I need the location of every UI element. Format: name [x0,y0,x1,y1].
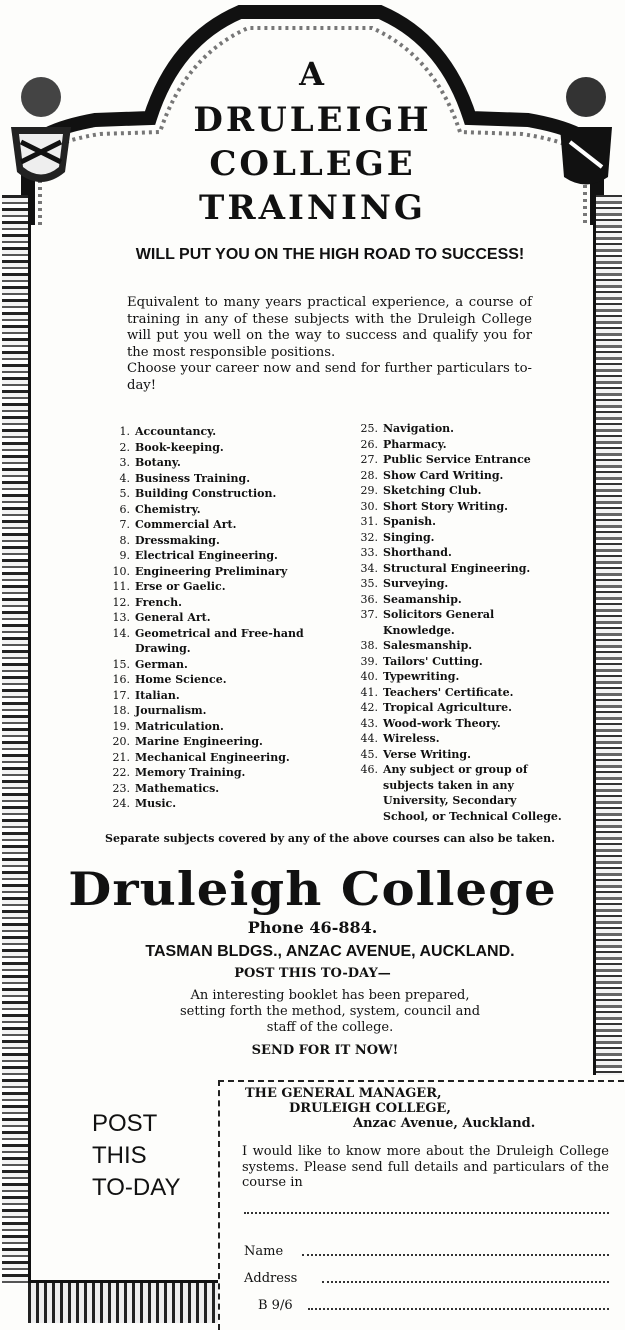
course-number: 21. [112,750,130,764]
this-word: THIS [92,1142,147,1169]
course-item [96,595,314,611]
course-item [96,610,314,626]
course-number: 17. [112,688,130,702]
course-label: Any subject or group of subjects taken in any University, Secondary School, or Technical College. [383,763,562,823]
course-number: 10. [112,564,130,578]
course-item [96,517,314,533]
course-number: 2. [119,440,130,454]
course-label: Shorthand. [383,546,452,559]
course-label: Singing. [383,530,435,544]
phone-number: Phone 46-884. [247,918,378,937]
course-label: Verse Writing. [383,747,471,761]
course-item [96,486,314,502]
course-item [96,796,314,812]
address-label: Address [244,1271,298,1286]
reference-code: B 9/6 [258,1298,293,1313]
course-item [96,424,314,440]
course-number: 28. [360,468,378,482]
course-number: 23. [112,781,130,795]
course-number: 9. [119,549,130,562]
course-number: 42. [360,701,378,714]
course-number: 26. [360,437,378,451]
course-number: 43. [360,716,378,730]
address-field[interactable] [244,1271,609,1286]
course-item [344,421,562,437]
course-number: 39. [360,654,378,668]
course-label: Teachers' Certificate. [383,685,514,699]
course-label: Book-keeping. [135,440,224,454]
course-label: Tailors' Cutting. [383,654,483,668]
coupon-request-text: I would like to know more about the Druleigh College systems. Please send full details and particulars of the course in [242,1144,609,1190]
name-label: Name [244,1244,284,1259]
reference-field [258,1298,609,1313]
course-item [344,731,562,747]
course-number: 34. [360,561,378,575]
coupon-addressee [245,1086,535,1131]
course-item [344,499,562,515]
course-number: 11. [112,580,130,593]
course-number: 25. [360,422,378,435]
course-label: French. [135,595,182,609]
course-label: Mathematics. [135,781,220,795]
course-item [96,440,314,456]
name-input-line[interactable] [302,1244,609,1256]
course-label: Seamanship. [383,592,462,606]
course-label: Wood-work Theory. [383,716,501,730]
coupon-addressee-line1: THE GENERAL MANAGER, [245,1086,442,1101]
course-number: 8. [119,533,130,547]
course-item [344,669,562,685]
course-label: Dressmaking. [135,533,220,547]
coupon-addressee-line2: DRULEIGH COLLEGE, [289,1101,451,1116]
course-number: 33. [360,546,378,559]
course-number: 16. [112,673,130,686]
today-word: TO-DAY [92,1174,181,1201]
course-label: Solicitors General Knowledge. [383,608,495,637]
course-item [344,607,562,638]
address-input-line[interactable] [322,1271,609,1283]
course-item [344,545,562,561]
course-number: 4. [119,471,130,485]
course-label: Public Service Entrance [383,453,531,466]
heading-line-college: COLLEGE [209,144,416,184]
course-number: 40. [360,670,378,683]
course-label: Navigation. [383,422,454,435]
course-label: Marine Engineering. [135,735,263,748]
course-label: Structural Engineering. [383,561,531,575]
course-item [96,765,314,781]
course-label: Tropical Agriculture. [383,701,512,714]
course-item [344,716,562,732]
course-number: 37. [360,608,378,621]
course-number: 24. [112,797,130,810]
course-number: 18. [112,704,130,717]
course-label: Show Card Writing. [383,468,504,482]
course-item [344,530,562,546]
course-number: 19. [112,719,130,733]
course-item [344,514,562,530]
course-label: Business Training. [135,471,251,485]
course-number: 30. [360,499,378,513]
course-list-right [344,421,562,824]
course-label: Geometrical and Free-hand Drawing. [135,626,304,655]
course-label: German. [135,657,188,671]
course-number: 1. [119,425,130,438]
course-label: Wireless. [383,732,440,745]
booklet-description: An interesting booklet has been prepared, setting forth the method, system, council and staff of the college. [179,988,481,1035]
post-word: POST [92,1110,158,1137]
course-label: Journalism. [135,704,207,717]
course-input-line[interactable] [244,1202,609,1214]
heading-line-training: TRAINING [199,188,426,228]
course-item [344,638,562,654]
course-item [96,626,314,657]
course-label: Short Story Writing. [383,499,508,513]
course-item [96,719,314,735]
course-item [96,471,314,487]
course-item [96,734,314,750]
course-label: Pharmacy. [383,437,447,451]
course-label: General Art. [135,611,211,624]
course-label: Mechanical Engineering. [135,750,290,764]
course-label: Surveying. [383,577,449,590]
course-item [96,548,314,564]
intro-paragraph: Equivalent to many years practical experience, a course of training in any of these subjects with the Druleigh College will put you well on the way to success and qualify you for the most responsible positions. [127,295,532,360]
course-number: 36. [360,592,378,606]
course-number: 14. [112,626,130,640]
course-item [96,502,314,518]
course-number: 31. [360,515,378,528]
course-item [96,579,314,595]
course-item [344,576,562,592]
course-item [344,654,562,670]
course-label: Italian. [135,688,180,702]
heading-line-a: A [299,55,326,93]
course-item [344,452,562,468]
course-label: Accountancy. [135,425,217,438]
course-item [344,592,562,608]
course-number: 5. [119,487,130,500]
course-label: Engineering Preliminary [135,564,288,578]
course-item [344,762,562,824]
course-item [96,703,314,719]
course-item [96,750,314,766]
course-label: Commercial Art. [135,518,237,531]
course-label: Home Science. [135,673,227,686]
course-item [344,685,562,701]
course-item [344,437,562,453]
course-label: Botany. [135,456,181,469]
course-label: Building Construction. [135,487,277,500]
course-item [344,747,562,763]
course-item [96,564,314,580]
course-item [96,688,314,704]
intro-call-to-action: Choose your career now and send for further particulars to-day! [127,361,532,393]
reference-dotted-line [308,1298,609,1310]
college-address: TASMAN BLDGS., ANZAC AVENUE, AUCKLAND. [145,943,515,960]
intro-text [127,295,532,394]
post-this-today-large [92,1108,180,1204]
course-number: 35. [360,577,378,590]
subheading: WILL PUT YOU ON THE HIGH ROAD TO SUCCESS! [135,246,525,263]
course-item [96,533,314,549]
brand-name: Druleigh College [68,862,557,916]
name-field[interactable] [244,1244,609,1259]
course-number: 3. [119,456,130,469]
course-item [344,561,562,577]
course-number: 13. [112,611,130,624]
course-number: 20. [112,735,130,748]
course-item [344,468,562,484]
heading-line-druleigh: DRULEIGH [193,100,432,140]
course-label: Memory Training. [135,766,246,779]
course-item [96,781,314,797]
coupon-addressee-line3: Anzac Avenue, Auckland. [353,1116,536,1131]
course-label: Spanish. [383,515,436,528]
course-label: Salesmanship. [383,639,473,652]
course-label: Typewriting. [383,670,460,683]
course-number: 7. [119,518,130,531]
course-number: 27. [360,453,378,466]
course-item [96,672,314,688]
course-item [96,455,314,471]
course-number: 32. [360,530,378,544]
course-number: 41. [360,685,378,699]
course-item [96,657,314,673]
left-ornamental-border [2,195,31,1285]
course-label: Matriculation. [135,719,224,733]
course-label: Chemistry. [135,502,201,516]
course-number: 6. [119,502,130,516]
course-list-left [96,424,314,812]
course-number: 44. [360,732,378,745]
bottom-ornamental-border [28,1280,218,1323]
course-item [344,483,562,499]
send-for-it-now: SEND FOR IT NOW! [251,1043,399,1058]
post-this-today-line: POST THIS TO-DAY— [234,966,391,981]
course-label: Sketching Club. [383,484,482,497]
course-number: 22. [112,766,130,779]
course-label: Erse or Gaelic. [135,580,226,593]
course-number: 38. [360,639,378,652]
course-label: Electrical Engineering. [135,549,278,562]
course-item [344,700,562,716]
course-number: 15. [112,657,130,671]
separate-subjects-note: Separate subjects covered by any of the above courses can also be taken. [105,832,555,845]
course-number: 46. [360,763,378,776]
course-number: 45. [360,747,378,761]
course-label: Music. [135,797,177,810]
course-number: 29. [360,484,378,497]
course-number: 12. [112,595,130,609]
